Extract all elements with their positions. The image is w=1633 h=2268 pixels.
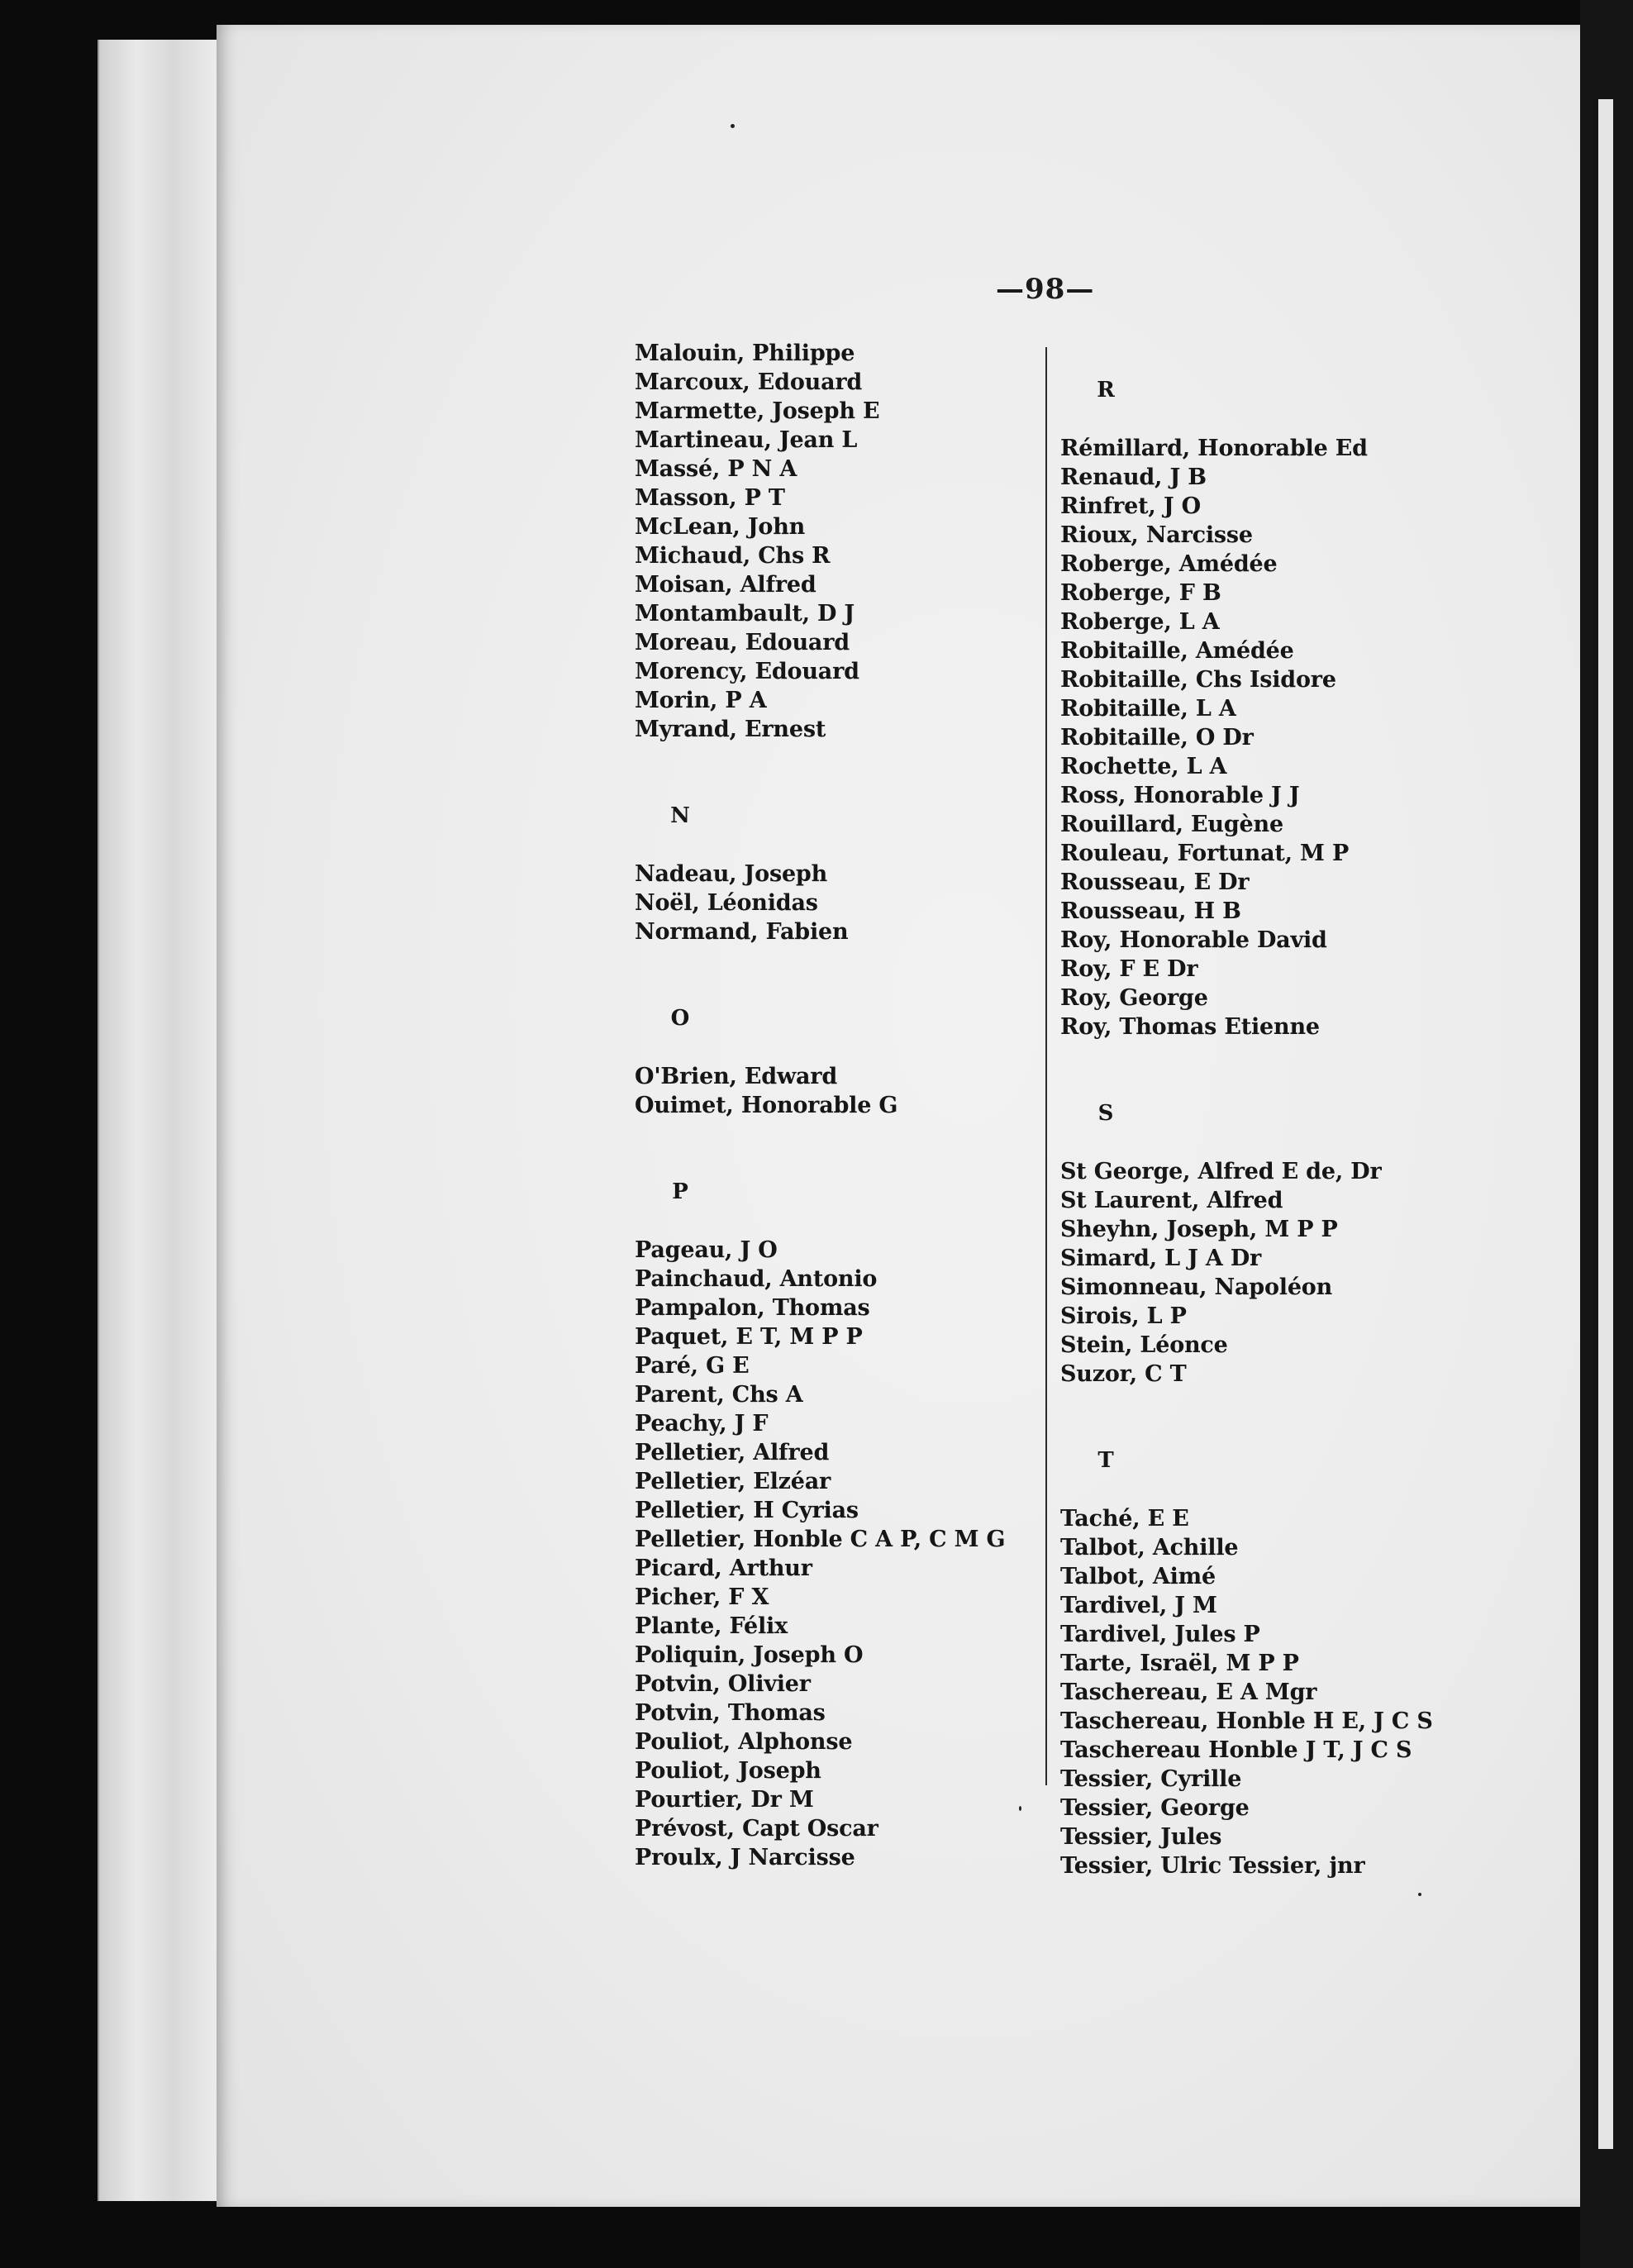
section-gap	[635, 1207, 1048, 1236]
directory-entry: Rouillard, Eugène	[1060, 812, 1283, 837]
directory-entry: Pampalon, Thomas	[635, 1295, 870, 1321]
section-gap	[635, 831, 1048, 860]
section-letter: R	[1097, 378, 1115, 403]
directory-entry: Painchaud, Antonio	[635, 1266, 878, 1292]
directory-entry: Robitaille, Chs Isidore	[1060, 667, 1336, 693]
directory-entry: Tessier, George	[1060, 1795, 1250, 1821]
directory-entry: Robitaille, Amédée	[1060, 638, 1294, 664]
directory-entry: Poliquin, Joseph O	[635, 1642, 864, 1668]
directory-entry: Simonneau, Napoléon	[1060, 1275, 1333, 1300]
directory-entry: Pageau, J O	[635, 1237, 778, 1263]
directory-entry: Michaud, Chs R	[635, 543, 831, 569]
left-column	[635, 339, 1048, 1872]
page-number: —98—	[996, 273, 1095, 306]
section-gap	[1060, 1475, 1474, 1504]
directory-entry: Talbot, Achille	[1060, 1535, 1239, 1560]
directory-entry: Prévost, Capt Oscar	[635, 1816, 878, 1842]
directory-entry: Rioux, Narcisse	[1060, 522, 1253, 548]
directory-entry: Tessier, Ulric Tessier, jnr	[1060, 1853, 1365, 1879]
directory-entry: Masson, P T	[635, 485, 785, 511]
directory-entry: Parent, Chs A	[635, 1382, 803, 1408]
section-gap	[635, 744, 1048, 773]
directory-entry: Pelletier, Honble C A P, C M G	[635, 1527, 1006, 1552]
directory-entry: Moreau, Edouard	[635, 630, 850, 655]
directory-entry: Pelletier, Elzéar	[635, 1469, 831, 1494]
directory-entry: Martineau, Jean L	[635, 427, 858, 453]
directory-entry: Roberge, L A	[1060, 609, 1220, 635]
dust-speck	[1418, 1893, 1421, 1896]
directory-entry: Picher, F X	[635, 1584, 769, 1610]
directory-entry: Roberge, F B	[1060, 580, 1221, 606]
directory-entry: O'Brien, Edward	[635, 1064, 837, 1089]
directory-entry: Taschereau, Honble H E, J C S	[1060, 1708, 1433, 1734]
directory-entry: Moisan, Alfred	[635, 572, 816, 598]
directory-entry: Peachy, J F	[635, 1411, 769, 1437]
right-column	[1060, 347, 1474, 1880]
section-gap	[635, 1120, 1048, 1149]
directory-entry: Taschereau, E A Mgr	[1060, 1680, 1317, 1705]
section-gap	[1060, 405, 1474, 434]
directory-entry: Marcoux, Edouard	[635, 369, 863, 395]
book-page-edges	[98, 40, 223, 2201]
directory-entry: Roy, Thomas Etienne	[1060, 1014, 1320, 1040]
directory-entry: Plante, Félix	[635, 1613, 788, 1639]
directory-entry: Robitaille, L A	[1060, 696, 1236, 722]
directory-entry: McLean, John	[635, 514, 806, 540]
directory-entry: Rousseau, H B	[1060, 898, 1241, 924]
directory-entry: Sirois, L P	[1060, 1303, 1187, 1329]
directory-entry: Roy, F E Dr	[1060, 956, 1198, 982]
section-letter: N	[670, 803, 690, 828]
directory-entry: Massé, P N A	[635, 456, 797, 482]
section-letter: O	[670, 1006, 690, 1031]
section-gap	[635, 1033, 1048, 1062]
directory-entry: Potvin, Thomas	[635, 1700, 826, 1726]
directory-entry: Myrand, Ernest	[635, 717, 826, 742]
directory-entry: Tardivel, J M	[1060, 1593, 1217, 1618]
directory-entry: Taschereau Honble J T, J C S	[1060, 1737, 1412, 1763]
directory-entry: Potvin, Olivier	[635, 1671, 811, 1697]
directory-entry: Suzor, C T	[1060, 1361, 1187, 1387]
section-gap	[635, 946, 1048, 975]
facing-page-edge	[1580, 0, 1633, 2268]
directory-entry: Ross, Honorable J J	[1060, 783, 1300, 808]
directory-entry: Rémillard, Honorable Ed	[1060, 436, 1368, 461]
section-letter: S	[1097, 1101, 1114, 1126]
directory-entry: Roy, Honorable David	[1060, 927, 1327, 953]
section-letter: T	[1097, 1448, 1114, 1473]
directory-entry: Noël, Léonidas	[635, 890, 818, 916]
directory-entry: Proulx, J Narcisse	[635, 1845, 855, 1870]
directory-entry: Taché, E E	[1060, 1506, 1189, 1532]
directory-entry: Simard, L J A Dr	[1060, 1246, 1262, 1271]
directory-entry: Sheyhn, Joseph, M P P	[1060, 1217, 1338, 1242]
directory-entry: Paquet, E T, M P P	[635, 1324, 863, 1350]
section-letter: P	[672, 1179, 688, 1204]
directory-entry: Morin, P A	[635, 688, 767, 713]
section-gap	[1060, 1389, 1474, 1418]
directory-entry: Rousseau, E Dr	[1060, 870, 1250, 895]
directory-entry: Nadeau, Joseph	[635, 861, 828, 887]
section-gap	[1060, 1041, 1474, 1070]
directory-entry: Pouliot, Alphonse	[635, 1729, 853, 1755]
section-gap	[1060, 1128, 1474, 1157]
directory-entry: Montambault, D J	[635, 601, 855, 627]
directory-entry: Tessier, Cyrille	[1060, 1766, 1242, 1792]
directory-entry: St George, Alfred E de, Dr	[1060, 1159, 1382, 1184]
directory-entry: Renaud, J B	[1060, 465, 1207, 490]
directory-entry: Pourtier, Dr M	[635, 1787, 814, 1813]
directory-entry: Morency, Edouard	[635, 659, 859, 684]
directory-entry: Tessier, Jules	[1060, 1824, 1222, 1850]
directory-entry: Marmette, Joseph E	[635, 398, 880, 424]
dust-speck	[731, 124, 735, 128]
directory-entry: Picard, Arthur	[635, 1556, 812, 1581]
directory-entry: Tarte, Israël, M P P	[1060, 1651, 1299, 1676]
directory-entry: Paré, G E	[635, 1353, 750, 1379]
directory-entry: Stein, Léonce	[1060, 1332, 1228, 1358]
directory-entry: Malouin, Philippe	[635, 341, 855, 366]
directory-entry: Pouliot, Joseph	[635, 1758, 821, 1784]
directory-entry: Rochette, L A	[1060, 754, 1227, 779]
directory-entry: Roberge, Amédée	[1060, 551, 1278, 577]
directory-entry: Robitaille, O Dr	[1060, 725, 1254, 750]
directory-entry: Pelletier, H Cyrias	[635, 1498, 859, 1523]
directory-entry: Pelletier, Alfred	[635, 1440, 830, 1465]
directory-entry: Roy, George	[1060, 985, 1208, 1011]
directory-entry: Normand, Fabien	[635, 919, 849, 945]
directory-entry: Tardivel, Jules P	[1060, 1622, 1260, 1647]
directory-entry: Talbot, Aimé	[1060, 1564, 1216, 1589]
directory-entry: Rinfret, J O	[1060, 493, 1201, 519]
directory-entry: Ouimet, Honorable G	[635, 1093, 898, 1118]
directory-entry: Rouleau, Fortunat, M P	[1060, 841, 1350, 866]
directory-entry: St Laurent, Alfred	[1060, 1188, 1283, 1213]
